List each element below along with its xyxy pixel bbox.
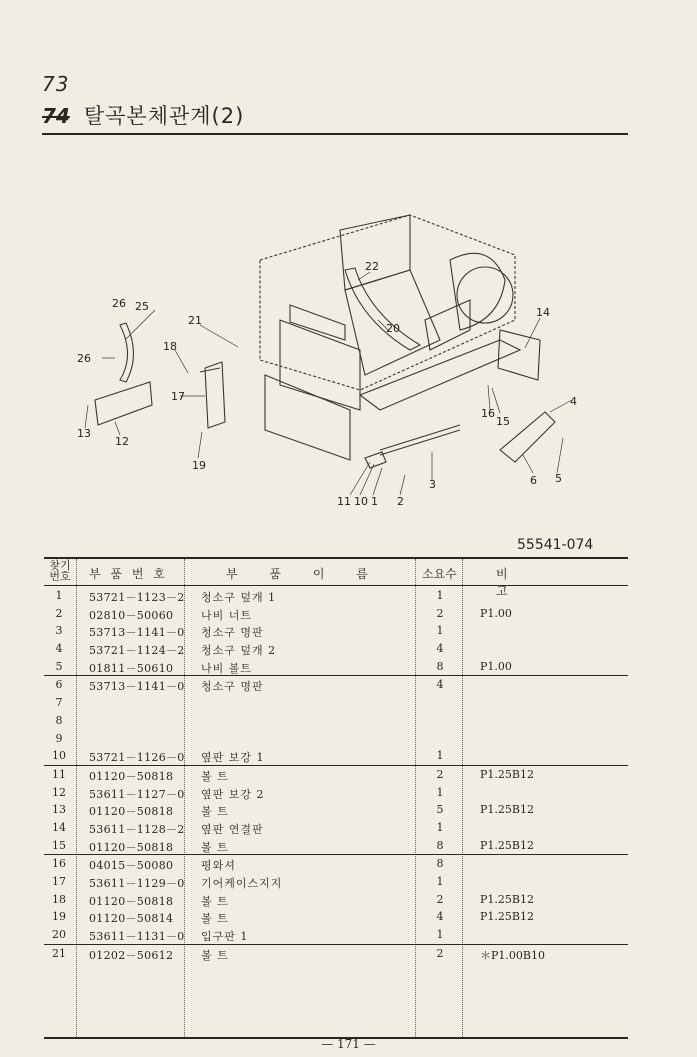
row-no: 19 — [52, 910, 66, 924]
callout-26-b: 26 — [77, 352, 91, 365]
row-part-no: 53611－1128－2 — [89, 822, 185, 836]
row-part-no: 01120－50818 — [89, 805, 174, 819]
page-title: 탈곡본체관계(2) — [83, 104, 245, 128]
row-qty: 8 — [436, 857, 444, 871]
row-qty: 2 — [436, 946, 444, 960]
row-part-no: 53713－1141－0 — [89, 626, 185, 640]
row-part-no: 01811－50610 — [89, 661, 174, 675]
row-name: 볼 트 — [201, 769, 229, 783]
row-no: 2 — [55, 606, 63, 620]
table-row — [44, 640, 628, 658]
table-row — [44, 694, 628, 712]
row-name: 청소구 덮개 2 — [201, 644, 277, 658]
row-part-no: 53713－1141－0 — [89, 680, 185, 694]
callout-16: 16 — [481, 407, 495, 420]
row-part-no: 04015－50080 — [89, 859, 174, 873]
page-number: — 171 — — [321, 1037, 376, 1051]
row-remarks: P1.25B12 — [480, 767, 534, 781]
callout-6: 6 — [530, 474, 537, 487]
row-part-no: 53721－1126－0 — [89, 751, 185, 765]
table-row — [44, 801, 628, 819]
callout-22: 22 — [365, 260, 379, 273]
row-no: 15 — [52, 838, 66, 852]
section-header — [42, 100, 244, 130]
row-part-no: 53611－1127－0 — [89, 787, 185, 801]
row-part-no: 53721－1124－2 — [89, 644, 185, 658]
row-no: 11 — [52, 767, 66, 781]
callout-21: 21 — [188, 314, 202, 327]
table-row — [44, 819, 628, 837]
table-row — [44, 605, 628, 623]
row-qty: 1 — [436, 875, 444, 888]
row-part-no: 01120－50814 — [89, 912, 174, 926]
table-body — [44, 587, 628, 962]
header-remarks: 비 고 — [496, 567, 588, 598]
row-name: 볼 트 — [201, 805, 229, 819]
callout-17: 17 — [171, 390, 185, 403]
row-name: 볼 트 — [201, 912, 229, 926]
table-row — [44, 926, 628, 945]
row-no: 13 — [52, 803, 66, 817]
callout-15: 15 — [496, 415, 510, 428]
row-name: 볼 트 — [201, 840, 229, 854]
row-no: 3 — [55, 624, 63, 638]
row-no: 7 — [55, 696, 63, 710]
row-qty: 4 — [436, 642, 444, 656]
callout-14: 14 — [536, 306, 550, 319]
callout-19: 19 — [192, 459, 206, 472]
row-part-no: 53611－1129－0 — [89, 877, 185, 890]
header-name: 부 품 이 름 — [226, 567, 382, 581]
row-no: 12 — [52, 785, 66, 799]
callout-10: 10 — [354, 495, 368, 508]
callout-1: 1 — [371, 495, 378, 508]
row-name: 기어케이스지지 — [201, 877, 283, 890]
row-qty: 5 — [436, 803, 444, 817]
row-part-no: 01120－50818 — [89, 769, 174, 783]
callout-13: 13 — [77, 427, 91, 440]
row-name: 볼 트 — [201, 894, 229, 908]
row-part-no: 53721－1123－2 — [89, 591, 185, 604]
row-remarks: P1.00 — [480, 659, 512, 673]
table-row — [44, 908, 628, 926]
row-no: 4 — [55, 642, 63, 656]
callout-25: 25 — [135, 300, 149, 313]
row-no: 6 — [55, 678, 63, 692]
row-part-no: 53611－1131－0 — [89, 930, 185, 944]
callout-20: 20 — [386, 322, 400, 335]
table-row — [44, 855, 628, 873]
callout-3: 3 — [429, 478, 436, 491]
row-remarks: P1.00 — [480, 606, 512, 620]
row-qty: 2 — [436, 892, 444, 906]
row-name: 나비 볼트 — [201, 661, 253, 675]
row-qty: 1 — [436, 624, 444, 638]
row-qty: 4 — [436, 678, 444, 692]
row-name: 나비 너트 — [201, 608, 253, 622]
row-qty: 1 — [436, 820, 444, 834]
row-part-no: 01202－50612 — [89, 948, 174, 962]
row-qty: 1 — [436, 785, 444, 799]
row-no: 5 — [55, 659, 63, 673]
row-qty: 2 — [436, 767, 444, 781]
row-no: 17 — [52, 875, 66, 888]
catalog-code: 55541-074 — [517, 537, 594, 553]
row-no: 14 — [52, 820, 66, 834]
table-row — [44, 766, 628, 784]
header-qty: 소요수 — [422, 567, 457, 581]
row-remarks: P1.25B12 — [480, 838, 534, 852]
table-row — [44, 891, 628, 909]
table-row — [44, 747, 628, 766]
title-rule — [42, 133, 628, 135]
row-no: 16 — [52, 857, 66, 871]
handwritten-number: 73 — [42, 72, 70, 96]
row-remarks: P1.25B12 — [480, 803, 534, 817]
callout-18: 18 — [163, 340, 177, 353]
table-row — [44, 712, 628, 730]
row-name: 입구판 1 — [201, 930, 249, 944]
callout-4: 4 — [570, 395, 577, 408]
row-no: 20 — [52, 928, 66, 942]
row-remarks: ＊P1.00B10 — [480, 948, 545, 962]
row-no: 9 — [55, 731, 63, 745]
exploded-parts-diagram — [60, 200, 600, 520]
callout-12: 12 — [115, 435, 129, 448]
row-remarks: P1.25B12 — [480, 892, 534, 906]
row-part-no: 02810－50060 — [89, 608, 174, 622]
row-part-no: 01120－50818 — [89, 840, 174, 854]
row-name: 청소구 명판 — [201, 680, 264, 694]
table-row — [44, 945, 628, 963]
row-qty: 2 — [436, 606, 444, 620]
table-row — [44, 622, 628, 640]
row-qty: 8 — [436, 838, 444, 852]
table-row — [44, 730, 628, 748]
table-row — [44, 784, 628, 802]
row-name: 청소구 명판 — [201, 626, 264, 640]
table-row — [44, 837, 628, 856]
row-name: 옆판 연결판 — [201, 822, 264, 836]
header-no: 찾기 번호 — [49, 559, 71, 583]
section-number: 74 — [42, 104, 70, 128]
table-row — [44, 587, 628, 605]
row-qty: 1 — [436, 749, 444, 763]
row-no: 21 — [52, 946, 66, 960]
table-row — [44, 658, 628, 677]
row-qty: 8 — [436, 659, 444, 673]
table-row — [44, 873, 628, 891]
row-no: 8 — [55, 713, 63, 727]
header-part-no: 부 품 번 호 — [89, 567, 168, 581]
row-qty: 4 — [436, 910, 444, 924]
row-remarks: P1.25B12 — [480, 910, 534, 924]
parts-table — [44, 557, 628, 1039]
callout-26: 26 — [112, 297, 126, 310]
table-row — [44, 676, 628, 694]
row-no: 18 — [52, 892, 66, 906]
row-name: 볼 트 — [201, 948, 229, 962]
row-name: 청소구 덮개 1 — [201, 591, 277, 604]
row-no: 1 — [55, 589, 63, 602]
row-part-no: 01120－50818 — [89, 894, 174, 908]
row-name: 옆판 보강 1 — [201, 751, 265, 765]
handwritten-note — [42, 72, 69, 96]
row-name: 평와셔 — [201, 859, 236, 873]
callout-5: 5 — [555, 472, 562, 485]
row-name: 옆판 보강 2 — [201, 787, 265, 801]
row-no: 10 — [52, 749, 66, 763]
callout-2: 2 — [397, 495, 404, 508]
row-qty: 1 — [436, 928, 444, 942]
callout-11: 11 — [337, 495, 351, 508]
row-qty: 1 — [436, 589, 444, 602]
